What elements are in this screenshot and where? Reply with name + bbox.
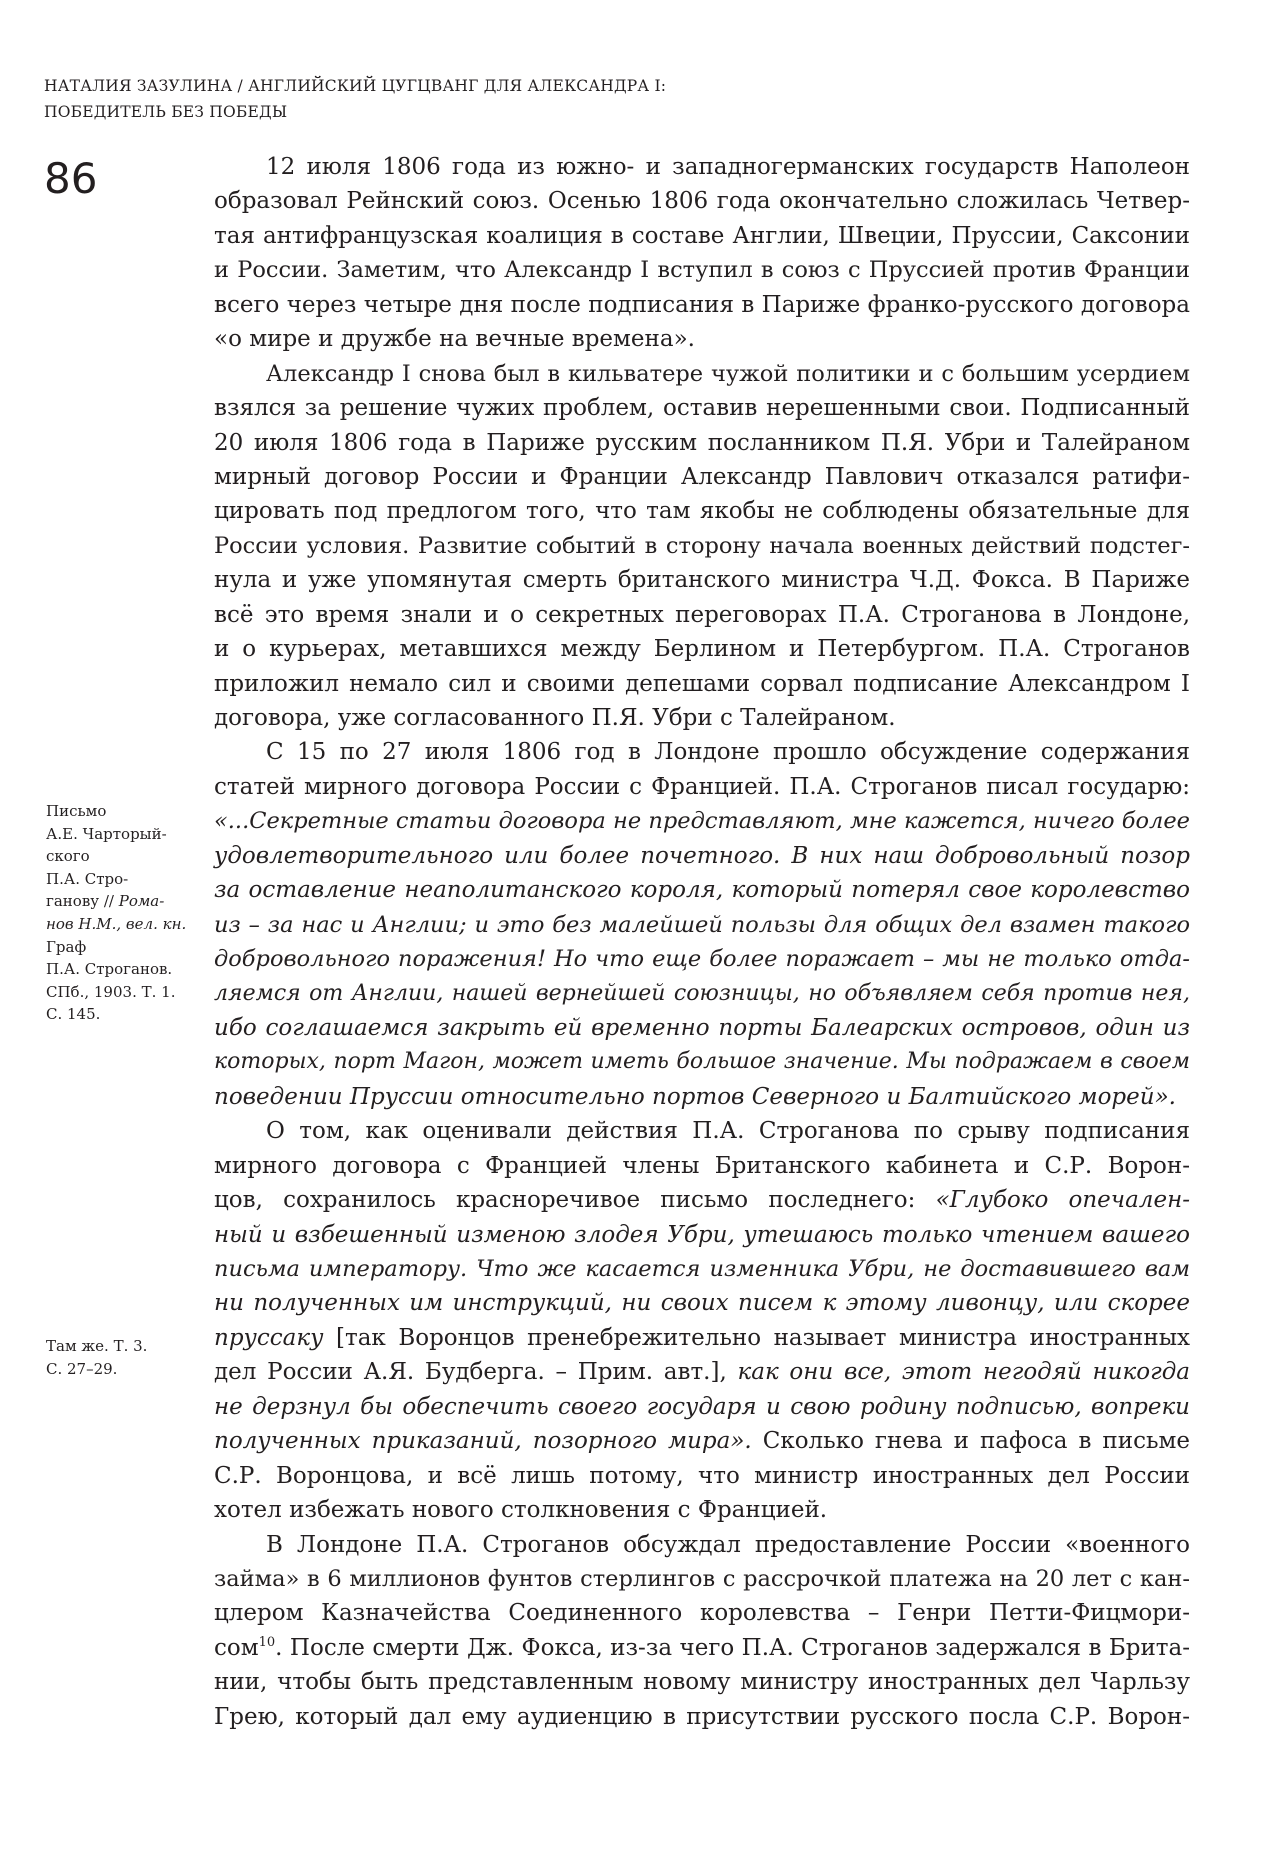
margin-note-line: Граф [46, 937, 87, 956]
margin-note-text: ганову // [46, 892, 119, 911]
quote-text: полученных приказаний, позорного мира». [214, 1428, 752, 1455]
text-line: договора, уже согласованного П.Я. Убри с Талейраном. [214, 705, 896, 731]
text-line: статей мирного договора России с Францией. П.А. Строганов писал государю: [214, 773, 1190, 800]
text-line [214, 1080, 1190, 1114]
text-run: дел России А.Я. Будберга. – Прим. авт.], [214, 1359, 738, 1386]
quote-text: ибо соглашаемся закрыть ей временно порты Балеарских островов, один из [214, 1014, 1190, 1041]
quote-text: «Глубоко опечален- [935, 1187, 1190, 1214]
text-line: цировать под предлогом того, что там якобы не соблюдены обязательные для [214, 498, 1190, 525]
text-line: цлером Казначейства Соединенного королевства – Генри Петти-Фицмори- [214, 1600, 1190, 1627]
text-line: мирного договора с Францией члены Британского кабинета и С.Р. Ворон- [214, 1152, 1190, 1179]
text-run: . После смерти Дж. Фокса, из-за чего П.А. Строганов задержался в Брита- [275, 1634, 1190, 1661]
margin-note-italic: Рома- [118, 892, 165, 911]
quote-text: добровольного поражения! Но что еще более поражает – мы не только отда- [214, 946, 1190, 973]
quote-text: как они все, этот негодяй никогда [737, 1359, 1190, 1386]
margin-note-line: С. 145. [46, 1005, 101, 1024]
margin-note-line: С. 27–29. [46, 1359, 118, 1378]
quote-text: ляемся от Англии, нашей вернейшей союзницы, но объявляем себя против нея, [214, 980, 1190, 1006]
text-line [214, 908, 1190, 942]
text-line: С.Р. Воронцова, и всё лишь потому, что министр иностранных дел России [214, 1462, 1190, 1489]
quote-text: письма императору. Что же касается изменника Убри, не доставившего вам [214, 1256, 1190, 1282]
quote-text: не дерзнул бы обеспечить своего государя и свою родину подписью, вопреки [214, 1393, 1190, 1420]
text-line [214, 1286, 1190, 1320]
text-run: сом [214, 1634, 259, 1661]
quote-text: из – за нас и Англии; и это без малейшей пользы для общих дел взамен такого [214, 911, 1190, 938]
text-run: Сколько гнева и пафоса в письме [751, 1428, 1190, 1455]
text-line [214, 1424, 1190, 1458]
quote-text: «...Секретные статьи договора не представляют, мне кажется, ничего более [214, 808, 1190, 835]
text-line [214, 1390, 1190, 1424]
margin-note-1 [46, 800, 198, 1026]
text-line: всё это время знали и о секретных переговорах П.А. Строганова в Лондоне, [214, 601, 1190, 628]
text-run: цов, сохранилось красноречивое письмо последнего: [214, 1187, 936, 1214]
text-line: Грею, который дал ему аудиенцию в присутствии русского посла С.Р. Ворон- [214, 1703, 1190, 1730]
margin-note-line: ского [46, 847, 90, 866]
text-line [214, 942, 1190, 976]
text-line: образовал Рейнский союз. Осенью 1806 года окончательно сложилась Четвер- [214, 188, 1190, 215]
text-line: России условия. Развитие событий в сторону начала военных действий подстег- [214, 532, 1190, 559]
text-line: 20 июля 1806 года в Париже русским посланником П.Я. Убри и Талейраном [214, 429, 1190, 456]
text-line: О том, как оценивали действия П.А. Строганова по срыву подписания [266, 1118, 1190, 1145]
text-line [214, 977, 1190, 1011]
text-line [214, 1011, 1190, 1045]
text-line: тая антифранцузская коалиция в составе Англии, Швеции, Пруссии, Саксонии [214, 222, 1190, 249]
margin-note-line: П.А. Строганов. [46, 960, 173, 979]
margin-note-2 [46, 1335, 198, 1380]
text-line [214, 873, 1190, 907]
text-line [214, 1183, 1190, 1217]
text-line: хотел избежать нового столкновения с Францией. [214, 1497, 828, 1524]
quote-text: пруссаку [214, 1324, 324, 1351]
quote-text: которых, порт Магон, может иметь большое значение. Мы подражаем в своем [214, 1049, 1190, 1075]
running-head-line: НАТАЛИЯ ЗАЗУЛИНА / АНГЛИЙСКИЙ ЦУГЦВАНГ ДЛЯ АЛЕКСАНДРА I: [44, 77, 667, 95]
quote-text: удовлетворительного или более почетного. В них наш добровольный позор [214, 842, 1190, 869]
margin-note-line: А.Е. Чарторый- [46, 824, 167, 843]
quote-text: за оставление неаполитанского короля, который потерял свое королевство [214, 877, 1190, 904]
text-line: В Лондоне П.А. Строганов обсуждал предоставление России «военного [266, 1531, 1190, 1558]
margin-note-line: П.А. Стро- [46, 869, 129, 888]
page-number: 86 [44, 154, 98, 203]
margin-note-line: СПб., 1903. Т. 1. [46, 982, 176, 1001]
margin-note-line: Письмо [46, 802, 107, 820]
quote-text: поведении Пруссии относительно портов Северного и Балтийского морей». [214, 1083, 1176, 1110]
text-line: займа» в 6 миллионов фунтов стерлингов с рассрочкой платежа на 20 лет с кан- [214, 1565, 1190, 1592]
running-head [44, 73, 744, 125]
text-line [214, 1631, 1190, 1665]
footnote-ref: 10 [258, 1634, 276, 1650]
text-line: 12 июля 1806 года из южно- и западногерманских государств Наполеон [266, 154, 1190, 180]
text-line: приложил немало сил и своими депешами сорвал подписание Александром I [214, 670, 1190, 697]
text-line [214, 1218, 1190, 1252]
quote-text: ни полученных им инструкций, ни своих писем к этому ливонцу, или скорее [214, 1290, 1190, 1317]
text-line [214, 839, 1190, 873]
main-text [214, 150, 1190, 1734]
text-line: Александр I снова был в кильватере чужой политики и с большим усердием [266, 360, 1190, 387]
text-line: С 15 по 27 июля 1806 год в Лондоне прошло обсуждение содержания [266, 739, 1190, 766]
text-line: нии, чтобы быть представленным новому министру иностранных дел Чарльзу [214, 1669, 1190, 1696]
text-line [214, 1045, 1190, 1079]
text-line [214, 804, 1190, 838]
text-line [214, 1252, 1190, 1286]
text-line: «о мире и дружбе на вечные времена». [214, 326, 695, 353]
margin-note-italic: нов Н.М., вел. кн. [46, 914, 187, 933]
text-line: и России. Заметим, что Александр I вступил в союз с Пруссией против Франции [214, 257, 1190, 284]
text-line: нула и уже упомянутая смерть британского министра Ч.Д. Фокса. В Париже [214, 567, 1190, 594]
margin-note-line [46, 890, 198, 913]
text-line: и о курьерах, метавшихся между Берлином и Петербургом. П.А. Строганов [214, 636, 1190, 663]
text-line: всего через четыре дня после подписания в Париже франко-русского договора [214, 291, 1190, 318]
margin-note-line [46, 913, 198, 936]
margin-note-line: Там же. Т. 3. [46, 1337, 148, 1355]
text-line [214, 1355, 1190, 1389]
text-line: взялся за решение чужих проблем, оставив нерешенными свои. Подписанный [214, 395, 1190, 422]
running-head-line: ПОБЕДИТЕЛЬ БЕЗ ПОБЕДЫ [44, 103, 288, 121]
text-run: [так Воронцов пренебрежительно называет министра иностранных [323, 1324, 1190, 1351]
text-line: мирный договор России и Франции Александр Павлович отказался ратифи- [214, 463, 1190, 490]
text-line [214, 1321, 1190, 1355]
quote-text: ный и взбешенный изменою злодея Убри, утешаюсь только чтением вашего [214, 1221, 1190, 1248]
